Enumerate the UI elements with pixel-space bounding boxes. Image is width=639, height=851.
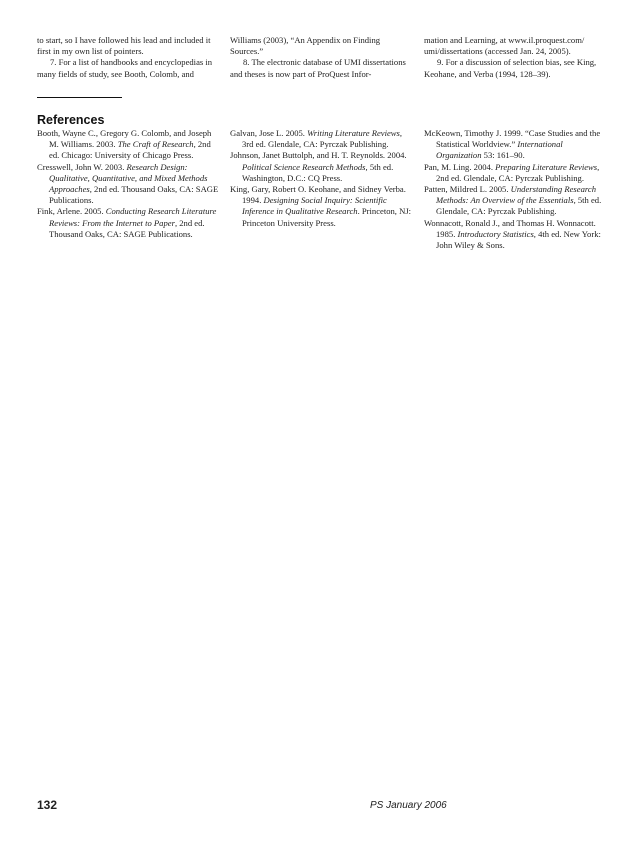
reference-publication: 53: 161–90. [481,150,525,161]
reference-publication: , 2nd ed. Glendale, CA: Pyrczak Publishing. [436,161,600,183]
reference-publication: , 2nd ed. Thousand Oaks, CA: SAGE Publications. [49,184,219,206]
reference-title: Conducting Research Literature Reviews: From the Internet to Paper [49,206,217,228]
note-paragraph: 8. The electronic database of UMI dissertations and theses is now part of ProQuest Infor- [230,57,406,79]
reference-authors: Patten, Mildred L. 2005. [424,184,511,195]
reference-entry [424,218,607,252]
reference-authors: Fink, Arlene. 2005. [37,206,106,217]
reference-authors: Booth, Wayne C., Gregory G. Colomb, and Joseph M. Williams. 2003. [37,128,212,150]
reference-entry [424,184,607,218]
reference-publication: , 2nd ed. Thousand Oaks, CA: SAGE Publications. [49,217,205,239]
reference-entry [37,128,220,162]
note-paragraph: to start, so I have followed his lead and included it first in my own list of pointers. [37,35,211,57]
references-column-3 [424,128,607,251]
reference-authors: Wonnacott, Ronald J., and Thomas H. Wonnacott. 1985. [424,217,596,239]
reference-title: Designing Social Inquiry: Scientific Inference in Qualitative Research [242,195,387,217]
note-paragraph: 9. For a discussion of selection bias, see King, Keohane, and Verba (1994, 128–39). [424,57,597,79]
reference-title: International Organization [436,139,563,161]
reference-authors: McKeown, Timothy J. 1999. “Case Studies and the Statistical Worldview.” [424,128,601,150]
note-paragraph: 7. For a list of handbooks and encyclopedias in many fields of study, see Booth, Colomb, and [37,57,213,79]
reference-entry [37,162,220,207]
reference-publication: , 4th ed. New York: John Wiley & Sons. [436,228,601,251]
reference-authors: Cresswell, John W. 2003. [37,161,127,172]
references-column-2 [230,128,413,229]
references-heading: References [37,113,105,127]
reference-title: Introductory Statistics [457,228,534,239]
notes-column-3 [424,35,607,80]
notes-column-1 [37,35,220,80]
reference-authors: Pan, M. Ling. 2004. [424,161,496,172]
reference-entry [230,150,413,184]
references-column-1 [37,128,220,240]
reference-publication: , 3rd ed. Glendale, CA: Pyrczak Publishing. [242,128,403,150]
reference-authors: Johnson, Janet Buttolph, and H. T. Reynolds. 2004. [230,150,407,161]
reference-authors: King, Gary, Robert O. Keohane, and Sidney Verba. 1994. [230,184,406,206]
reference-entry [37,206,220,240]
page-number: 132 [37,798,58,812]
reference-publication: , 2nd ed. Chicago: University of Chicago Press. [49,139,211,161]
reference-entry [230,128,413,150]
reference-entry [424,128,607,162]
reference-title: The Craft of Research [117,139,194,150]
notes-column-2 [230,35,413,80]
reference-publication: . Princeton, NJ: Princeton University Press. [242,206,412,228]
reference-title: Writing Literature Reviews [307,128,400,138]
reference-title: Understanding Research Methods: An Overview of the Essentials [436,184,597,206]
reference-entry [424,162,607,184]
section-divider [37,97,122,98]
journal-issue: PS January 2006 [370,800,447,811]
reference-entry [230,184,413,229]
reference-authors: Galvan, Jose L. 2005. [230,128,308,138]
reference-title: Preparing Literature Reviews [495,161,598,172]
reference-title: Research Design: Qualitative, Quantitative, and Mixed Methods Approaches [49,161,208,195]
note-paragraph: mation and Learning, at www.il.proquest.com/ umi/dissertations (accessed Jan. 24, 2005). [424,35,585,57]
note-paragraph: Williams (2003), “An Appendix on Finding Sources.” [230,35,381,57]
reference-publication: , 5th ed. Glendale, CA: Pyrczak Publishing. [436,195,602,217]
reference-publication: , 5th ed. Washington, D.C.: CQ Press. [242,161,394,183]
reference-title: Political Science Research Methods [242,161,366,172]
